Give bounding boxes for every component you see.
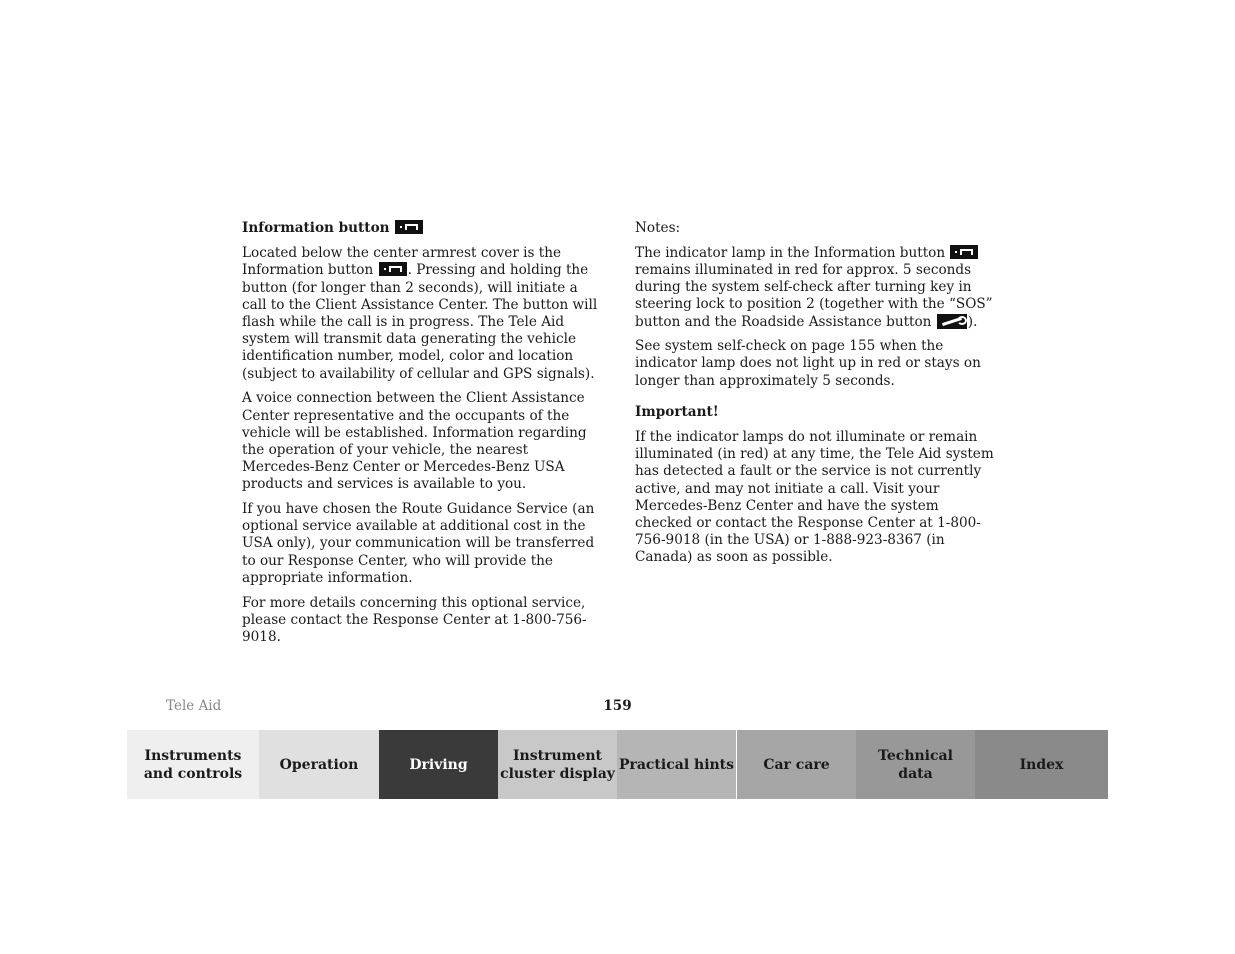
paragraph-text: . Pressing and holding the button (for longer than 2 seconds), will initiate a call to the Client Assistance Center. The button will flash while the call is in progress. The Tele Aid system will transmit data generating the vehicle identification number, model, color and location (subject to availability of cellular and GPS signals). — [242, 262, 598, 382]
tab-index[interactable] — [975, 730, 1108, 799]
tab-operation[interactable] — [259, 730, 379, 799]
important-label: Important! — [635, 403, 719, 420]
tab-label: Instrument — [513, 747, 602, 764]
paragraph-text: Located below the center armrest cover is the Information button — [242, 245, 562, 279]
wrench-icon — [937, 314, 967, 329]
information-button-icon — [379, 262, 407, 276]
footer-section-title: Tele Aid — [166, 698, 222, 714]
tab-label: Instruments — [144, 747, 242, 764]
paragraph-route-guidance: If you have chosen the Route Guidance Service (an optional service available at additional cost in the USA only), your communication will be transferred to our Response Center, who will provide the appropriate information. — [242, 501, 595, 586]
notes-label: Notes: — [635, 220, 681, 236]
note-indicator-lamp — [635, 245, 995, 331]
left-column — [242, 220, 602, 654]
tab-label: Practical hints — [618, 756, 735, 773]
tab-car-care[interactable] — [737, 730, 856, 799]
page-number: 159 — [603, 698, 632, 714]
chapter-tab-bar — [127, 730, 1108, 799]
tab-label: Driving — [409, 756, 468, 773]
tab-practical-hints[interactable] — [617, 730, 737, 799]
paragraph-voice-connection: A voice connection between the Client Assistance Center representative and the occupants of the vehicle will be established. Information regarding the operation of your vehicle, the nearest Mercedes-Benz Center or Mercedes-Benz USA products and services is available to you. — [242, 390, 587, 493]
tab-label: Car care — [763, 756, 830, 773]
section-heading — [242, 220, 602, 237]
information-button-icon — [950, 245, 978, 259]
tab-driving[interactable] — [379, 730, 498, 799]
tab-instruments-and-controls[interactable] — [127, 730, 259, 799]
note-text: The indicator lamp in the Information button — [635, 244, 946, 261]
note-self-check: See system self-check on page 155 when the indicator lamp does not light up in red or stays on longer than approximately 5 seconds. — [635, 338, 981, 389]
tab-instrument-cluster-display[interactable] — [498, 730, 617, 799]
tab-label: cluster display — [500, 765, 615, 782]
tab-label: and controls — [143, 765, 243, 782]
note-important: If the indicator lamps do not illuminate or remain illuminated (in red) at any time, the Tele Aid system has detected a fault or the service is not currently active, and may not initiate a call. Visit your Mercedes-Benz Center and have the system checked or contact the Response Center at 1-800-756-9018 (in the USA) or 1-888-923-8367 (in Canada) as soon as possible. — [635, 429, 994, 566]
heading-text: Information button — [242, 220, 390, 236]
tab-label: Operation — [279, 756, 359, 773]
tab-label: data — [898, 765, 933, 782]
paragraph-info-button — [242, 245, 602, 383]
paragraph-more-details: For more details concerning this optional service, please contact the Response Center at 1-800-756-9018. — [242, 594, 587, 645]
note-text: remains illuminated in red for approx. 5 seconds during the system self-check after turning key in steering lock to position 2 (together with the “SOS” button and the Roadside Assistance button — [635, 261, 993, 330]
right-column — [635, 220, 995, 574]
note-text: ). — [967, 313, 978, 330]
tab-label: Index — [1019, 756, 1064, 773]
information-button-icon — [395, 220, 423, 234]
tab-technical-data[interactable] — [856, 730, 975, 799]
tab-label: Technical — [878, 747, 953, 764]
